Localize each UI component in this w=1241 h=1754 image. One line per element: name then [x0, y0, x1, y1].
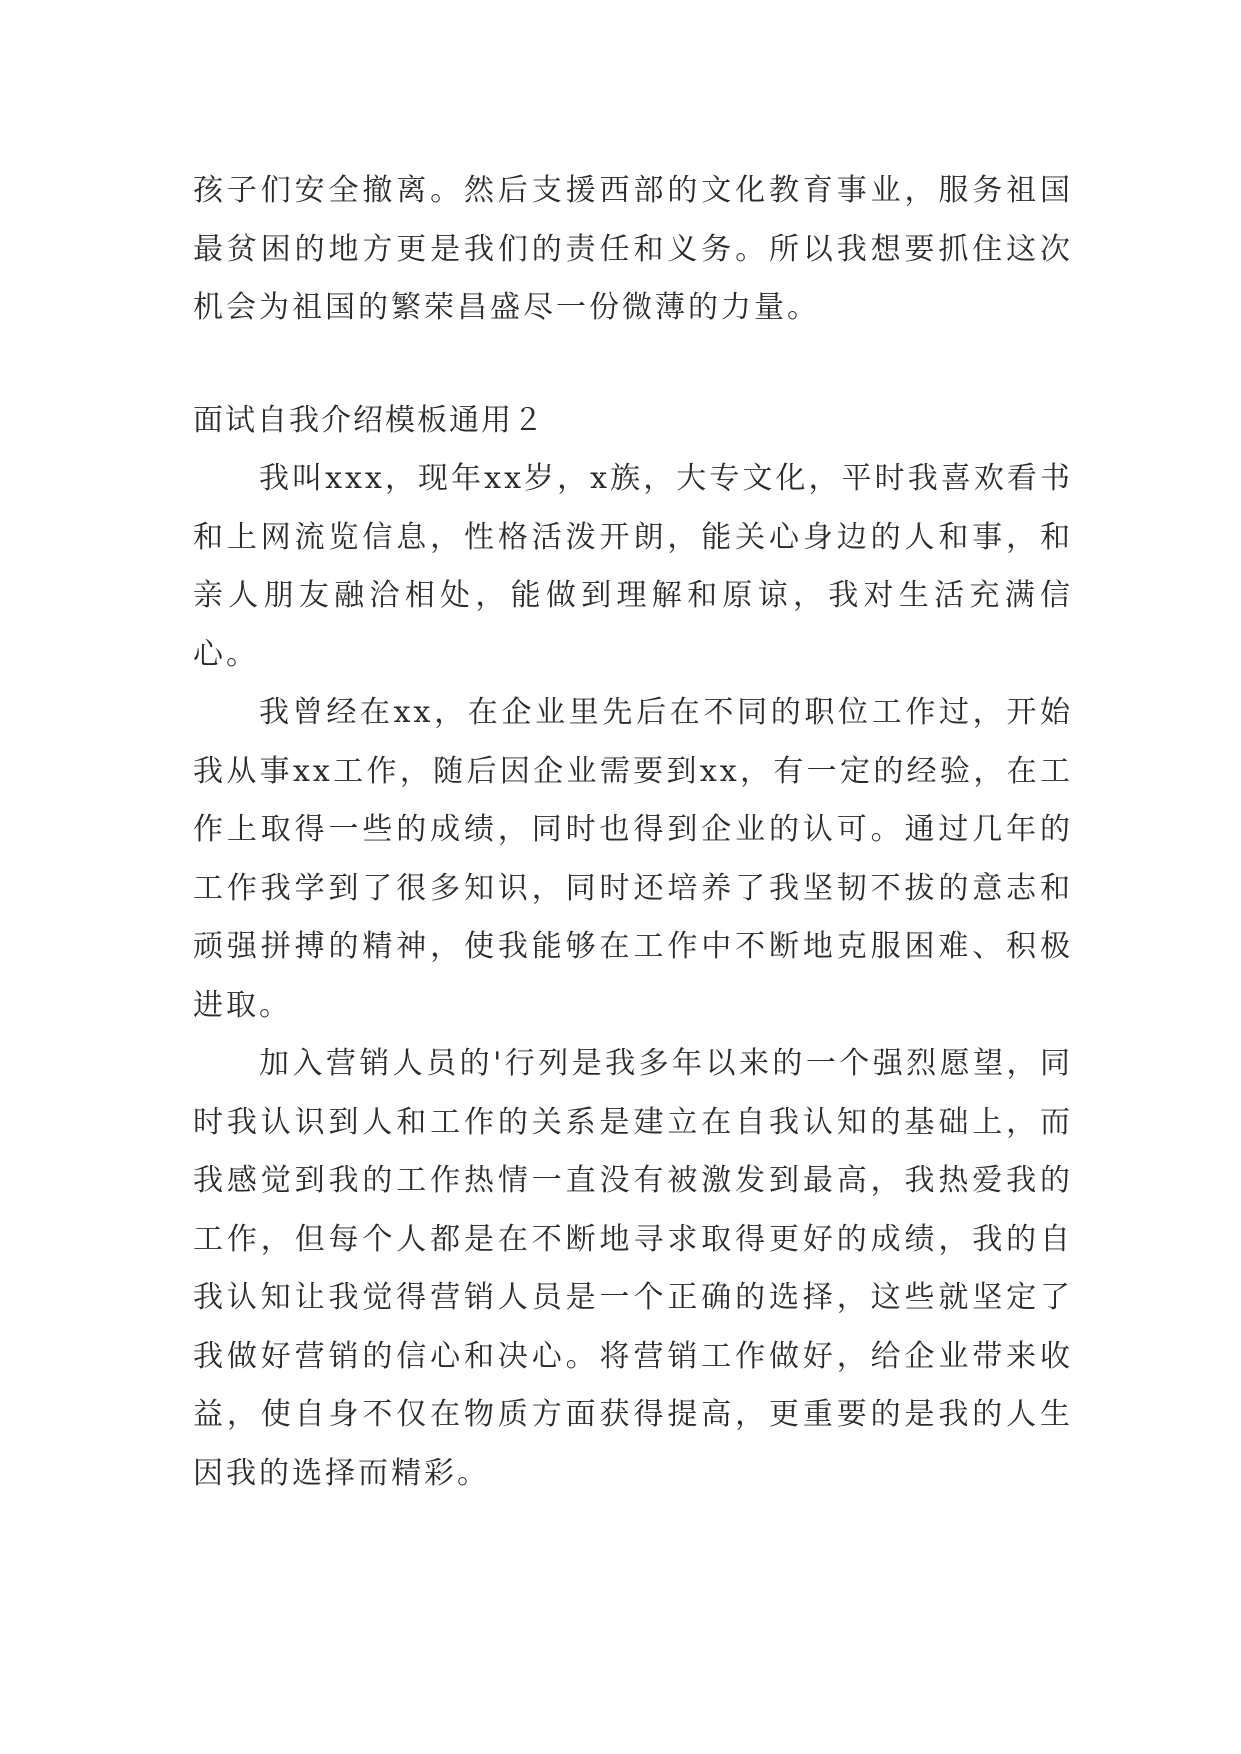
continuation-paragraph: 孩子们安全撤离。然后支援西部的文化教育事业，服务祖国最贫困的地方更是我们的责任和义务。所以我想要抓住这次机会为祖国的繁荣昌盛尽一份微薄的力量。 — [193, 173, 1073, 325]
body-paragraph: 加入营销人员的'行列是我多年以来的一个强烈愿望，同时我认识到人和工作的关系是建立在自我认知的基础上，而我感觉到我的工作热情一直没有被激发到最高，我热爱我的工作，但每个人都是在不断地寻求取得更好的成绩，我的自我认知让我觉得营销人员是一个正确的选择，这些就坚定了我做好营销的信心和决心。将营销工作做好，给企业带来收益，使自身不仅在物质方面获得提高，更重要的是我的人生因我的选择而精彩。 — [193, 1046, 1073, 1491]
body-paragraph: 我曾经在xx，在企业里先后在不同的职位工作过，开始我从事xx工作，随后因企业需要到xx，有一定的经验，在工作上取得一些的成绩，同时也得到企业的认可。通过几年的工作我学到了很多知识，同时还培养了我坚韧不拔的意志和顽强拼搏的精神，使我能够在工作中不断地克服困难、积极进取。 — [193, 695, 1073, 1023]
body-paragraph: 我叫xxx，现年xx岁，x族，大专文化，平时我喜欢看书和上网流览信息，性格活泼开朗，能关心身边的人和事，和亲人朋友融洽相处，能做到理解和原谅，我对生活充满信心。 — [193, 461, 1073, 672]
section-heading: 面试自我介绍模板通用２ — [193, 402, 545, 438]
document-body — [193, 162, 1073, 1503]
